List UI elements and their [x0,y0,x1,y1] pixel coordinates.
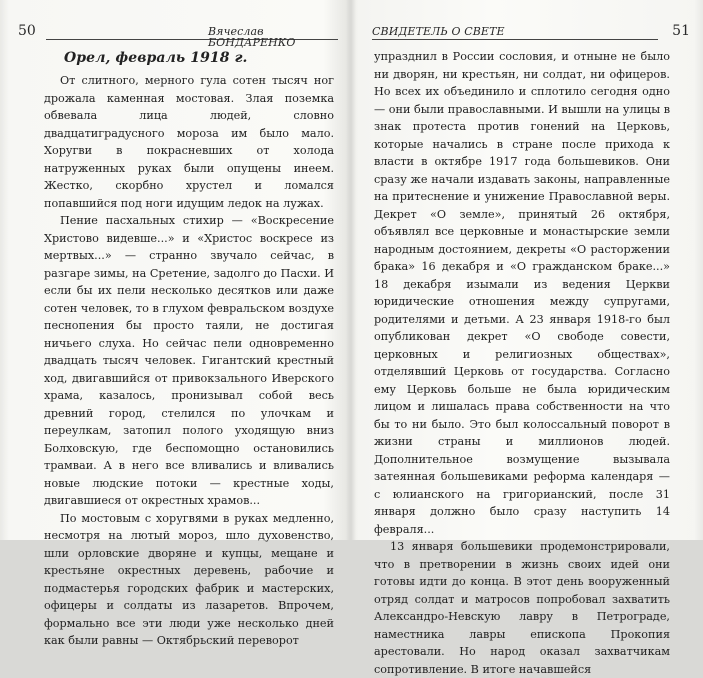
right-page-number: 51 [672,23,690,39]
left-paragraph-2: Пение пасхальных стихир — «Воскресение Христово видевше...» и «Христос воскресе из мертвых...» — странно звучало сейчас, в разгаре зимы, на Сретение, задолго до Пасхи. И если бы их пели несколько десятков или даже сотен человек, то в глухом февральском воздухе песнопения бы просто таяли, не достигая ничьего слуха. Но сейчас пели одновременно двадцать тысяч человек. Гигантский крестный ход, двигавшийся от привокзального Иверского храма, казалось, пронизывал собой весь древний город, стелился по улочкам и переулкам, затопил полого уходящую вниз Болховскую, где беспомощно остановились трамваи. А в него все вливались и вливались новые людские потоки — крестные ходы, двигавшиеся от окрестных храмов... [44,214,334,507]
right-running-head [372,24,690,48]
left-text-block [44,48,334,650]
left-page [0,0,346,647]
right-text-block [374,48,670,678]
chapter-title: Орел, февраль 1918 г. [64,50,248,66]
right-running-title: СВИДЕТЕЛЬ О СВЕТЕ [372,25,505,38]
left-paragraph-1: От слитного, мерного гула сотен тысяч ног дрожала каменная мостовая. Злая поземка обвевала лица людей, словно двадцатиградусного мороза им было мало. Хоругви в покрасневших от холода натруженных руках были опущены инеем. Жестко, скорбно хрустел и ломался попавшийся под ноги идущим ледок на лужах. [44,74,334,210]
book-gutter [346,0,356,540]
left-running-title: Вячеслав БОНДАРЕНКО [208,25,296,49]
left-page-number: 50 [18,23,36,39]
right-paragraph-1: упразднил в России сословия, и отныне не было ни дворян, ни крестьян, ни солдат, ни офицеров. Но всех их объединило и сплотило сегодня одно — они были православными. И вышли на улицы в знак протеста против гонений на Церковь, которые начались в стране после прихода к власти в октябре 1917 года большевиков. Они сразу же начали издавать законы, направленные на притеснение и унижение Православной веры. Декрет «О земле», принятый 26 октября, объявлял все церковные и монастырские земли народным достоянием, декреты «О расторжении брака» 16 декабря и «О гражданском браке...» 18 декабря изымали из ведения Церкви юридические отношения между супругами, родителями и детьми. А 23 января 1918-го был опубликован декрет «О свободе совести, церковных и религиозных обществах», отделявший Церковь от государства. Согласно ему Церковь больше не была юридическим лицом и лишалась права собственности на что бы то ни было. Это был колоссальный поворот в жизни страны и миллионов людей. Дополнительное возмущение вызывала затеянная большевиками реформа календаря — с юлианского на григорианский, после 31 января должно было сразу наступить 14 февраля... [374,50,670,536]
right-page [356,0,703,676]
left-paragraph-3: По мостовым с хоругвями в руках медленно, несмотря на лютый мороз, шло духовенство, шли орловские дворяне и купцы, мещане и крестьяне окрестных деревень, рабочие и подмастерья городских фабрик и мастерских, офицеры и солдаты из лазаретов. Впрочем, формально все эти люди уже несколько дней как были равны — Октябрьский переворот [44,511,334,647]
right-header-rule [372,39,658,40]
left-running-head [18,24,338,48]
right-paragraph-2: 13 января большевики продемонстрировали, что в претворении в жизнь своих идей они готовы идти до конца. В этот день вооруженный отряд солдат и матросов попробовал захватить Александро-Невскую лавру в Петрограде, наместника лавры епископа Прокопия арестовали. Но народ оказал захватчикам сопротивление. В итоге начавшейся [374,540,670,676]
